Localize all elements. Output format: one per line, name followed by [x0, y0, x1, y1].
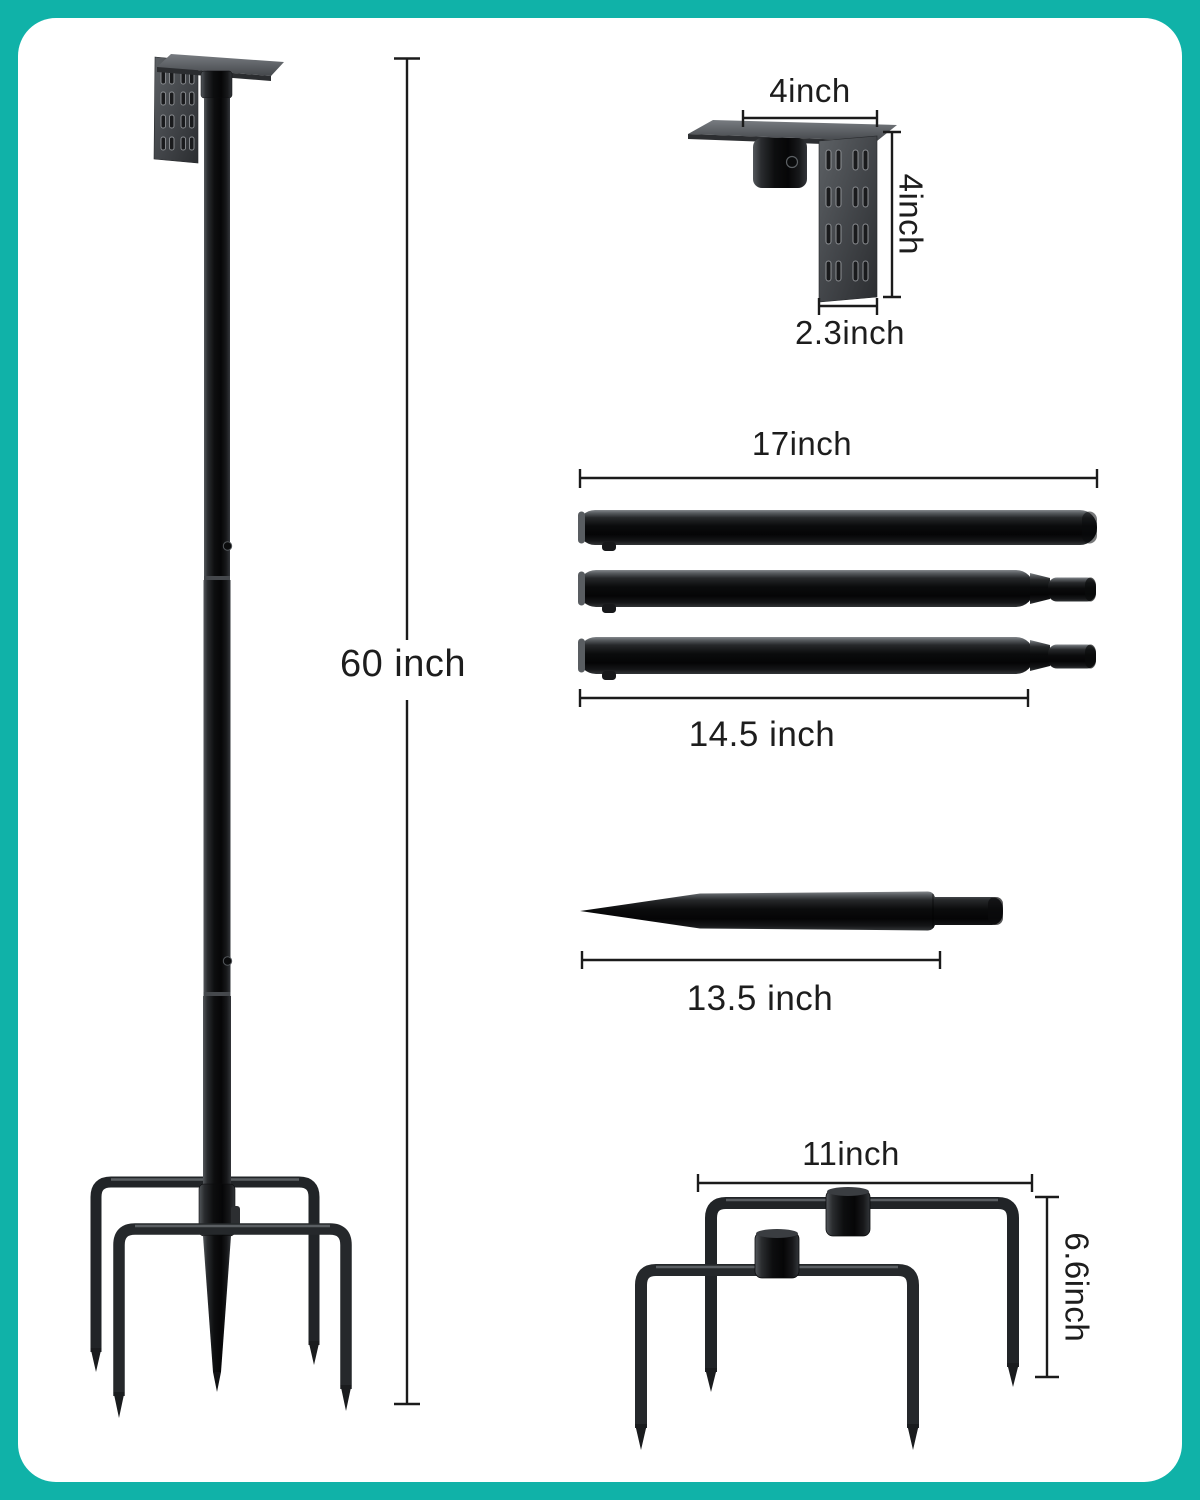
ground-spike-illustration — [580, 892, 1003, 931]
pole-socket — [753, 138, 807, 188]
prong-base-illustration — [635, 1187, 1019, 1450]
label-base-height: 6.6inch — [1058, 1232, 1096, 1343]
spike-dimension-line — [582, 951, 940, 969]
label-base-width: 11inch — [802, 1135, 900, 1172]
center-spike — [203, 1236, 231, 1372]
front-prong-u — [635, 1229, 919, 1450]
label-bracket-base-width: 2.3inch — [795, 314, 905, 351]
pole-section-bottom — [578, 637, 1096, 680]
pole-collar — [755, 1232, 799, 1278]
back-prong-u — [705, 1187, 1019, 1392]
label-spike-length: 13.5 inch — [686, 979, 834, 1018]
label-pole-full-length: 17inch — [751, 425, 853, 462]
label-bracket-side-height: 4inch — [892, 173, 930, 256]
thumb-screw — [223, 957, 231, 965]
pole-section-top — [578, 510, 1097, 551]
label-pole-lower-length: 14.5 inch — [688, 715, 836, 754]
pole-shaft — [199, 71, 240, 1392]
mounting-bracket-illustration — [688, 120, 897, 302]
dimension-line-60-inch — [394, 59, 420, 1405]
pole-sections-illustration — [578, 510, 1097, 680]
assembled-pole-illustration — [91, 54, 352, 1418]
pole-collar — [826, 1190, 870, 1236]
label-pole-height: 60 inch — [339, 643, 467, 685]
pole-section-middle — [578, 570, 1096, 613]
set-screw — [787, 157, 798, 168]
label-bracket-top-width: 4inch — [769, 72, 851, 109]
thumb-screw — [223, 542, 231, 550]
